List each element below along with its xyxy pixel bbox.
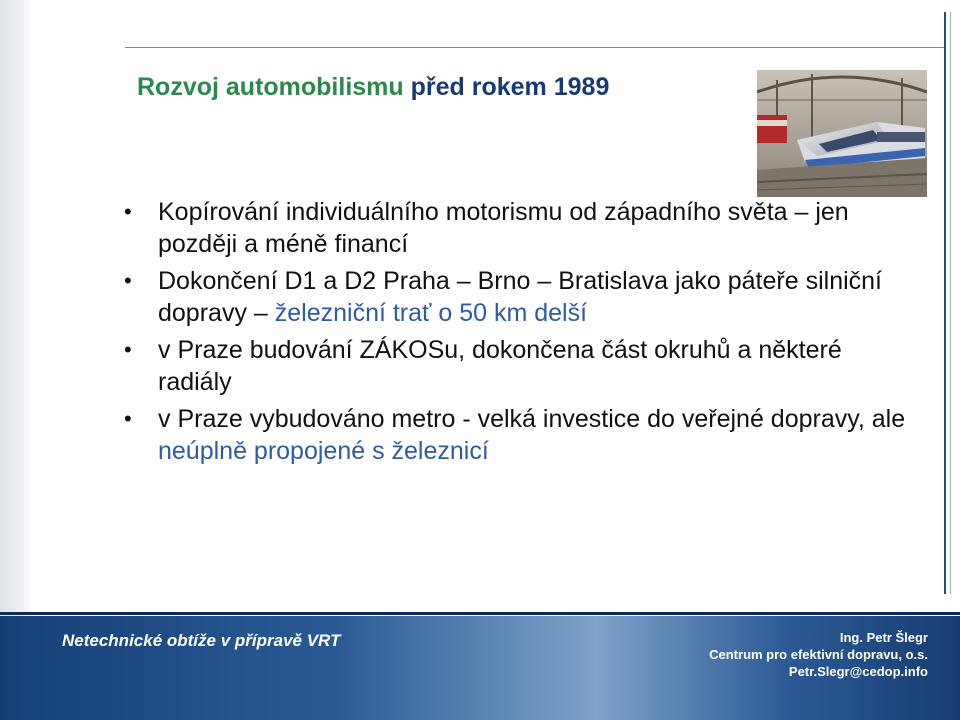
train-photo: [757, 70, 927, 197]
bullet-marker: •: [124, 406, 132, 431]
footer-contact: [709, 629, 928, 680]
slide-title: [137, 73, 609, 102]
bullet-text: v Praze budování ZÁKOSu, dokončena část okruhů a některé radiály: [158, 336, 842, 396]
bullet-text: Dokončení D1 a D2 Praha – Brno – Bratislava jako páteře silniční dopravy –: [158, 267, 882, 327]
title-part-green: Rozvoj automobilismu: [137, 73, 411, 101]
title-divider-line: [125, 47, 945, 48]
bullet-item: [120, 334, 920, 398]
bullet-text: v Praze vybudováno metro - velká investice do veřejné dopravy, ale: [158, 405, 906, 433]
footer-presentation-title: Netechnické obtíže v přípravě VRT: [62, 631, 341, 650]
bullet-marker: •: [124, 199, 132, 224]
footer-organization: Centrum pro efektivní dopravu, o.s.: [709, 647, 928, 662]
bullet-item: [120, 265, 920, 329]
footer-divider: [0, 612, 960, 615]
footer-email: Petr.Slegr@cedop.info: [788, 664, 928, 679]
bullet-item: [120, 403, 920, 467]
bullet-list: [120, 196, 920, 472]
bullet-marker: •: [124, 268, 132, 293]
right-decor-line: [944, 12, 946, 594]
footer-author: Ing. Petr Šlegr: [839, 630, 928, 645]
title-part-dark: před rokem 1989: [410, 73, 610, 101]
bullet-highlight-text: železniční trať o 50 km delší: [274, 299, 588, 327]
bullet-highlight-text: neúplně propojené s železnicí: [158, 437, 489, 465]
bullet-text: Kopírování individuálního motorismu od západního světa – jen později a méně financí: [158, 198, 849, 258]
bullet-marker: •: [124, 337, 132, 362]
left-decor-strip: [0, 0, 30, 620]
bullet-item: [120, 196, 920, 260]
right-decor-line-thin: [950, 12, 951, 594]
